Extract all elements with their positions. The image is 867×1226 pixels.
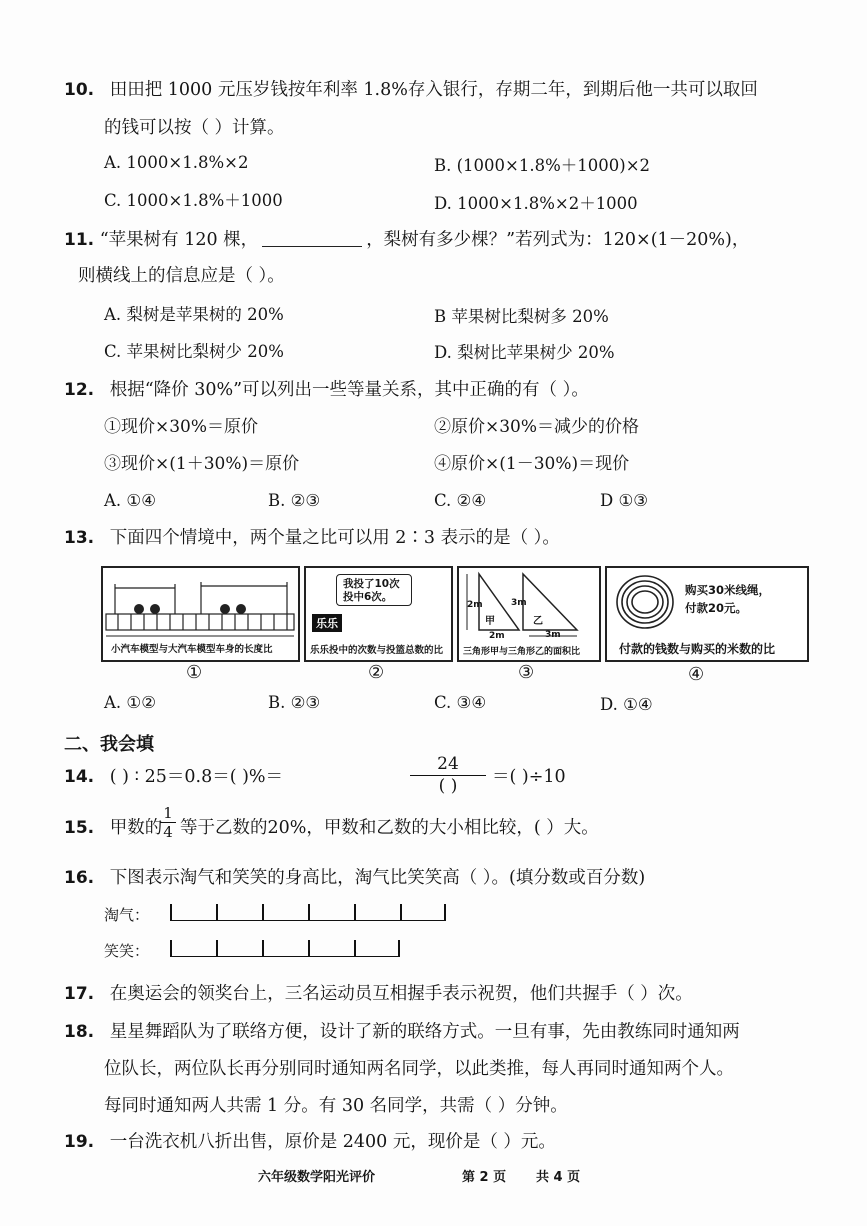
name-tag: 乐乐 [312, 614, 342, 632]
relation-4: ④原价×(1－30%)＝现价 [434, 454, 630, 474]
option-a: A. ①② [104, 693, 156, 712]
panel-label-3: ③ [518, 662, 535, 683]
option-c: C. ③④ [434, 693, 487, 712]
fraction [410, 754, 486, 796]
scenario-panel-4 [605, 566, 809, 662]
question-text: 田田把 1000 元压岁钱按年利率 1.8%存入银行，存期二年，到期后他一共可以取回 [109, 80, 758, 100]
panel-label-4: ④ [688, 664, 705, 685]
fraction-numerator: 1 [163, 804, 173, 822]
scenario-panel-1 [101, 566, 300, 662]
segment-tick [354, 904, 356, 920]
fraction-denominator: 4 [160, 822, 176, 841]
rope-coil-icon [611, 570, 681, 634]
dimension-label: 2m [467, 600, 483, 610]
panel-caption: 三角形甲与三角形乙的面积比 [463, 647, 581, 657]
option-b: B. (1000×1.8%＋1000)×2 [434, 156, 651, 175]
speech-bubble [336, 574, 412, 606]
speech-text: 我投了10次 [343, 578, 400, 590]
question-text: 位队长，两位队长再分别同时通知两名同学，以此类推，每人再同时通知两个人。 [104, 1059, 734, 1079]
question-text: 的钱可以按（ ）计算。 [104, 118, 285, 138]
scenario-panel-3 [457, 566, 601, 662]
option-b: B. ②③ [268, 693, 321, 712]
relation-2: ②原价×30%＝减少的价格 [434, 417, 640, 437]
question-number: 16. [64, 868, 95, 888]
question-text: 星星舞蹈队为了联络方便，设计了新的联络方式。一旦有事，先由教练同时通知两 [109, 1022, 740, 1042]
panel-label-2: ② [368, 662, 385, 683]
car-icon [236, 604, 246, 614]
bar-label-taoqi: 淘气： [104, 906, 150, 924]
question-19 [64, 1130, 556, 1154]
segment-tick [444, 904, 446, 920]
question-text: ( ) ∶ 25＝0.8＝( )%＝ [109, 767, 284, 787]
option-d: D ①③ [600, 491, 649, 510]
question-text: 一台洗衣机八折出售，原价是 2400 元，现价是（ ）元。 [109, 1132, 556, 1152]
speech-text: 投中6次。 [343, 591, 393, 603]
car-icon [150, 604, 160, 614]
relation-3: ③现价×(1＋30%)＝原价 [104, 454, 300, 474]
dimension-label: 3m [511, 598, 527, 608]
scenario-text: 付款20元。 [685, 601, 748, 615]
fraction [160, 804, 176, 841]
question-14 [64, 765, 283, 789]
option-c: C. 1000×1.8%＋1000 [104, 191, 283, 210]
option-a: A. 1000×1.8%×2 [104, 153, 249, 172]
segment-tick [308, 904, 310, 920]
segment-tick [400, 904, 402, 920]
dimension-label: 3m [545, 630, 561, 640]
panel-caption: 乐乐投中的次数与投篮总数的比 [310, 645, 444, 656]
question-10 [64, 78, 758, 102]
segment-tick [216, 904, 218, 920]
panel-caption: 小汽车模型与大汽车模型车身的长度比 [111, 644, 273, 655]
question-18 [64, 1020, 740, 1044]
car-icon [134, 604, 144, 614]
height-bar-xiaoxiao [170, 940, 400, 957]
option-d: D. ①④ [600, 695, 653, 714]
question-text: 则横线上的信息应是（ ）。 [78, 266, 285, 286]
question-number: 10. [64, 80, 95, 100]
segment-tick [216, 940, 218, 956]
segment-tick [170, 904, 172, 920]
question-text: “苹果树有 120 棵， [99, 230, 259, 250]
segment-tick [354, 940, 356, 956]
question-text: 根据“降价 30%”可以列出一些等量关系，其中正确的有（ ）。 [109, 380, 589, 400]
footer-title: 六年级数学阳光评价 [258, 1170, 376, 1185]
segment-tick [262, 904, 264, 920]
question-number: 11. [64, 230, 95, 250]
car-icon [220, 604, 230, 614]
question-17 [64, 982, 693, 1006]
dimension-label: 2m [489, 631, 505, 641]
relation-1: ①现价×30%＝原价 [104, 417, 259, 437]
option-d: D. 梨树比苹果树少 20% [434, 343, 615, 362]
question-text: ，梨树有多少棵？”若列式为：120×(1－20%)， [366, 230, 750, 250]
panel-label-1: ① [186, 662, 203, 683]
question-text: 甲数的 [109, 818, 163, 838]
triangle-label: 甲 [485, 616, 495, 627]
option-d: D. 1000×1.8%×2＋1000 [434, 194, 638, 213]
footer-total: 共 4 页 [536, 1170, 581, 1185]
section-title: 二、我会填 [64, 734, 154, 755]
question-text: 下图表示淘气和笑笑的身高比，淘气比笑笑高（ ）。(填分数或百分数) [109, 868, 646, 888]
question-text: 在奥运会的领奖台上，三名运动员互相握手表示祝贺，他们共握手（ ）次。 [109, 984, 693, 1004]
question-16 [64, 866, 645, 890]
question-text: 等于乙数的20%，甲数和乙数的大小相比较，( ）大。 [180, 818, 599, 838]
option-c: C. ②④ [434, 491, 487, 510]
segment-tick [262, 940, 264, 956]
panel-caption: 付款的钱数与购买的米数的比 [619, 642, 776, 656]
question-12 [64, 378, 589, 402]
triangle-label: 乙 [533, 616, 543, 627]
question-15 [64, 816, 162, 840]
segment-tick [398, 940, 400, 956]
option-a: A. ①④ [104, 491, 156, 510]
question-11 [64, 228, 749, 252]
question-13 [64, 526, 560, 550]
question-text: 每同时通知两人共需 1 分。有 30 名同学，共需（ ）分钟。 [104, 1096, 568, 1116]
height-bar-taoqi [170, 904, 446, 921]
scenario-panel-2 [304, 566, 453, 662]
question-text: ＝( )÷10 [492, 767, 566, 787]
question-number: 19. [64, 1132, 95, 1152]
answer-underline [262, 230, 362, 247]
segment-tick [170, 940, 172, 956]
option-a: A. 梨树是苹果树的 20% [104, 305, 284, 324]
question-number: 17. [64, 984, 95, 1004]
question-text: 下面四个情境中，两个量之比可以用 2∶3 表示的是（ ）。 [109, 528, 560, 548]
fraction-denominator: ( ) [410, 775, 486, 796]
segment-tick [308, 940, 310, 956]
question-number: 14. [64, 767, 95, 787]
question-number: 15. [64, 818, 95, 838]
footer-page: 第 2 页 [462, 1170, 507, 1185]
scenario-text: 购买30米线绳， [685, 583, 771, 597]
ruler-grid [106, 614, 294, 630]
option-b: B 苹果树比梨树多 20% [434, 307, 609, 326]
question-number: 13. [64, 528, 95, 548]
fraction-numerator: 24 [437, 754, 459, 774]
bar-label-xiaoxiao: 笑笑： [104, 942, 150, 960]
question-number: 18. [64, 1022, 95, 1042]
triangle-yi [523, 574, 577, 630]
option-c: C. 苹果树比梨树少 20% [104, 342, 284, 361]
option-b: B. ②③ [268, 491, 321, 510]
question-number: 12. [64, 380, 95, 400]
